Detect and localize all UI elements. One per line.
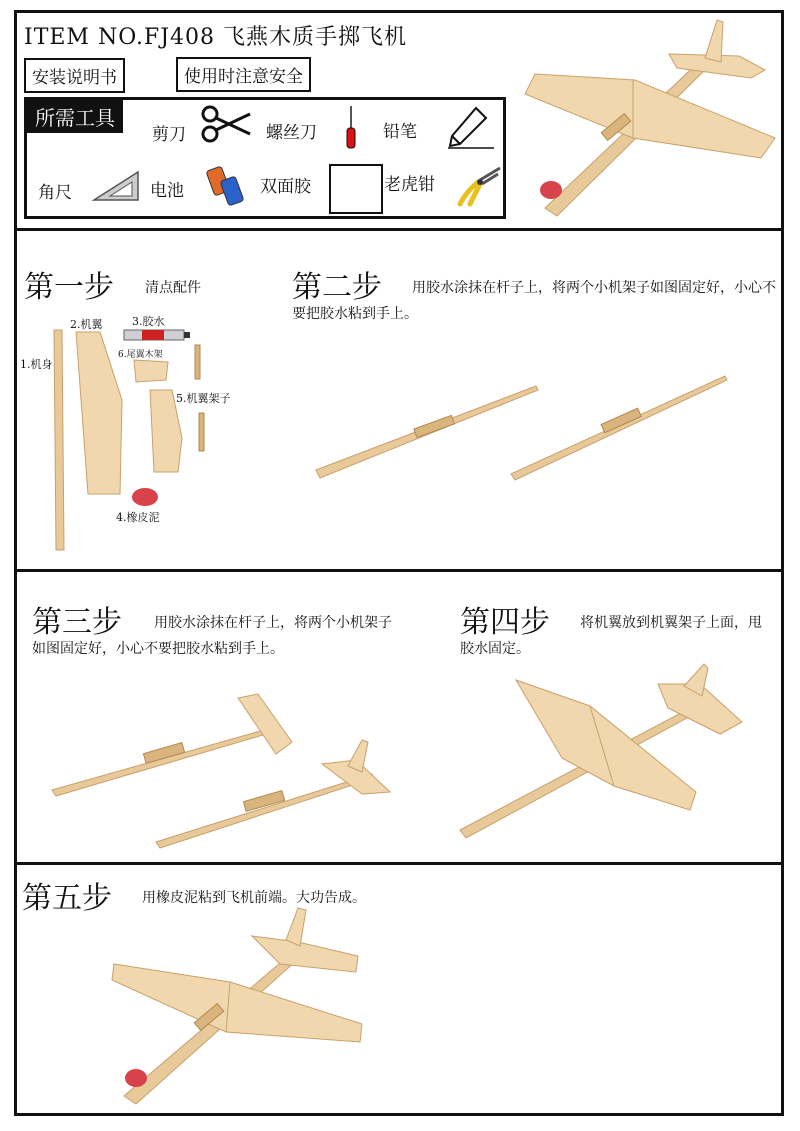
tool-label-pliers: 老虎钳 bbox=[384, 175, 435, 195]
step2-title: 第二步 bbox=[292, 270, 382, 305]
small-mount-part bbox=[198, 412, 206, 452]
section-divider bbox=[14, 569, 784, 572]
tool-label-screwdriver: 螺丝刀 bbox=[266, 123, 317, 143]
safety-badge: 使用时注意安全 bbox=[176, 57, 311, 92]
assembled-plane-image bbox=[525, 18, 780, 218]
fuselage-part bbox=[50, 330, 70, 552]
part-label-fuselage: 1.机身 bbox=[20, 358, 53, 371]
step2-text: 用胶水涂抹在杆子上，将两个小机架子如图固定好，小心不要把胶水粘到手上。 bbox=[292, 280, 776, 322]
screwdriver-icon bbox=[344, 104, 358, 150]
step3-title: 第三步 bbox=[32, 605, 122, 640]
step4-title: 第四步 bbox=[460, 605, 550, 640]
tool-label-pencil: 铅笔 bbox=[383, 122, 417, 142]
battery-icon bbox=[206, 164, 248, 208]
step4-text: 将机翼放到机翼架子上面，甩胶水固定。 bbox=[460, 615, 762, 657]
part-label-glue: 3.胶水 bbox=[132, 315, 165, 328]
tool-label-tape: 双面胶 bbox=[260, 177, 311, 197]
part-label-wing: 2.机翼 bbox=[70, 318, 103, 331]
pliers-icon bbox=[454, 162, 502, 206]
double-tape-icon bbox=[329, 164, 383, 214]
step3-tail-image-2 bbox=[152, 738, 396, 850]
step5-text: 用橡皮泥粘到飞机前端。大功告成。 bbox=[142, 890, 366, 906]
set-square-icon bbox=[92, 170, 140, 204]
step1-title: 第一步 bbox=[24, 270, 114, 305]
step2-rod-image-2 bbox=[505, 370, 729, 482]
section-divider bbox=[14, 228, 784, 231]
part-label-tail-mount: 6.尾翼木架 bbox=[118, 350, 163, 360]
tool-label-battery: 电池 bbox=[150, 181, 184, 201]
step5-title: 第五步 bbox=[22, 881, 112, 916]
scissors-icon bbox=[200, 104, 252, 144]
step5-finished-plane-image bbox=[110, 906, 366, 1106]
tail-part bbox=[132, 358, 170, 384]
pencil-icon bbox=[446, 104, 496, 150]
tool-label-scissors: 剪刀 bbox=[152, 125, 186, 145]
section-divider bbox=[14, 862, 784, 865]
manual-badge: 安装说明书 bbox=[24, 58, 125, 93]
step3-text: 用胶水涂抹在杆子上，将两个小机架子如图固定好，小心不要把胶水粘到手上。 bbox=[32, 615, 392, 657]
step1-text: 清点配件 bbox=[145, 280, 201, 296]
small-mount-part bbox=[194, 344, 202, 380]
wing-part bbox=[74, 330, 124, 496]
tool-label-square: 角尺 bbox=[38, 183, 72, 203]
putty-part bbox=[130, 486, 160, 508]
step4-plane-image bbox=[458, 662, 750, 842]
part-label-wing-mount: 5.机翼架子 bbox=[176, 392, 231, 405]
part-label-putty: 4.橡皮泥 bbox=[116, 511, 160, 524]
tools-heading: 所需工具 bbox=[27, 100, 123, 133]
page-title: ITEM NO.FJ408 飞燕木质手掷飞机 bbox=[24, 25, 408, 50]
